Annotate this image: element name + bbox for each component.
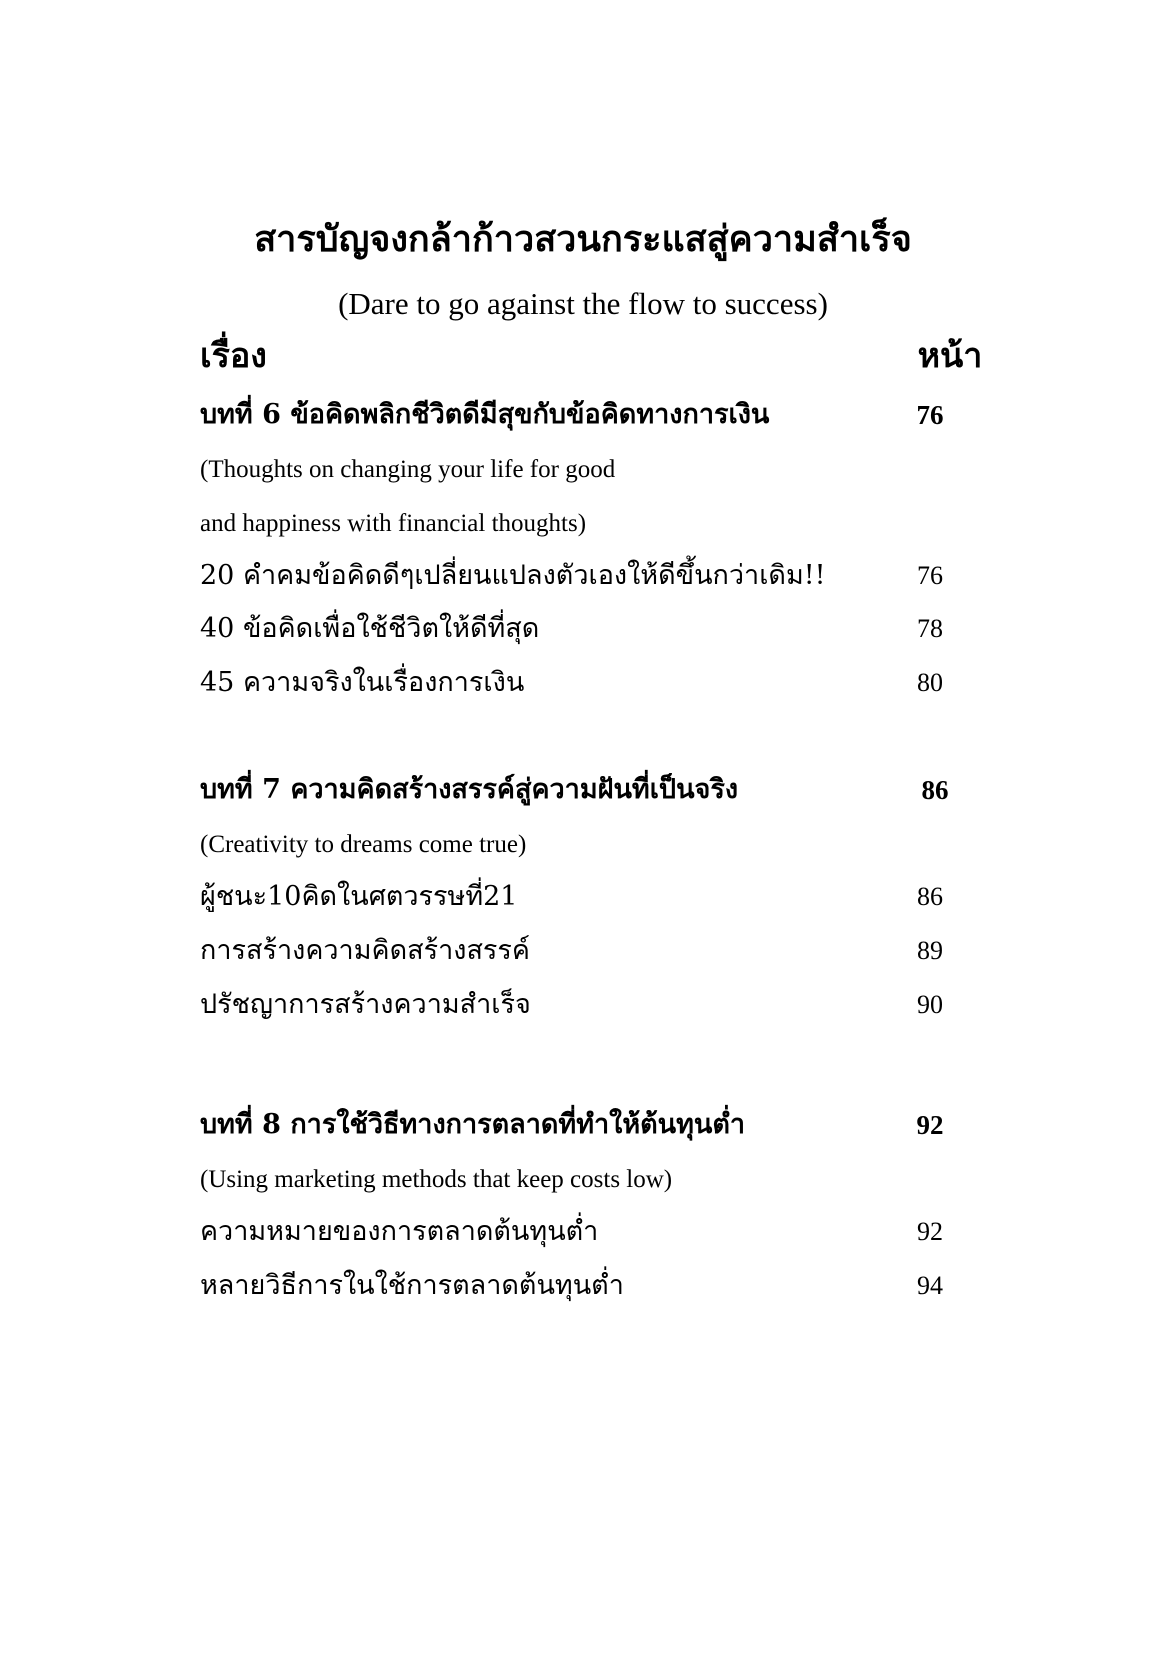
toc-item	[200, 929, 960, 973]
topic-column-label: เรื่อง	[200, 336, 267, 376]
toc-item	[200, 1264, 960, 1308]
toc-item	[200, 1210, 960, 1254]
page-title: สารบัญจงกล้าก้าวสวนกระแสสู่ความสำเร็จ	[254, 218, 912, 260]
toc-item-page: 78	[917, 614, 943, 643]
page-column-label: หน้า	[917, 336, 983, 376]
toc-item-label: ผู้ชนะ10คิดในศตวรรษที่21	[200, 881, 518, 912]
page-subtitle: (Dare to go against the flow to success)	[338, 286, 828, 321]
chapter-page-number: 92	[916, 1110, 944, 1140]
toc-chapter-7	[200, 768, 960, 812]
english-line: (Thoughts on changing your life for good	[200, 456, 616, 483]
toc-item-label: ปรัชญาการสร้างความสำเร็จ	[200, 989, 531, 1020]
toc-item	[200, 554, 960, 598]
toc-item	[200, 983, 960, 1027]
chapter-page-number: 86	[921, 775, 949, 805]
toc-item-page: 76	[917, 561, 943, 590]
chapter-english-title	[200, 448, 960, 492]
toc-item-label: 45 ความจริงในเรื่องการเงิน	[200, 667, 525, 698]
toc-item-label: ความหมายของการตลาดต้นทุนต่ำ	[200, 1216, 599, 1247]
toc-chapter-6	[200, 393, 960, 437]
toc-item	[200, 875, 960, 919]
toc-item-page: 94	[917, 1271, 943, 1300]
chapter-title: บทที่ 6 ข้อคิดพลิกชีวิตดีมีสุขกับข้อคิดทางการเงิน	[200, 399, 770, 430]
chapter-page-number: 76	[916, 400, 944, 430]
toc-item-page: 89	[917, 936, 943, 965]
chapter-english-title	[200, 502, 960, 546]
toc-item-label: หลายวิธีการในใช้การตลาดต้นทุนต่ำ	[200, 1270, 624, 1301]
chapter-english-title	[200, 1158, 960, 1202]
chapter-title: บทที่ 8 การใช้วิธีทางการตลาดที่ทำให้ต้นทุนต่ำ	[200, 1109, 746, 1140]
toc-item-page: 90	[917, 990, 943, 1019]
toc-item-page: 80	[917, 668, 943, 697]
english-line: (Creativity to dreams come true)	[200, 831, 527, 858]
english-line: and happiness with financial thoughts)	[200, 510, 587, 537]
toc-item-label: 20 คำคมข้อคิดดีๆเปลี่ยนแปลงตัวเองให้ดีขึ้นกว่าเดิม!!	[200, 560, 826, 591]
english-line: (Using marketing methods that keep costs low)	[200, 1166, 673, 1193]
toc-item-page: 86	[917, 882, 943, 911]
toc-item-label: 40 ข้อคิดเพื่อใช้ชีวิตให้ดีที่สุด	[200, 613, 540, 644]
chapter-english-title	[200, 823, 960, 867]
toc-item-label: การสร้างความคิดสร้างสรรค์	[200, 935, 530, 966]
toc-item	[200, 607, 960, 651]
toc-header	[200, 334, 983, 378]
toc-item-page: 92	[917, 1217, 943, 1246]
toc-item	[200, 661, 960, 705]
chapter-title: บทที่ 7 ความคิดสร้างสรรค์สู่ความฝันที่เป็นจริง	[200, 774, 739, 805]
toc-chapter-8	[200, 1103, 960, 1147]
